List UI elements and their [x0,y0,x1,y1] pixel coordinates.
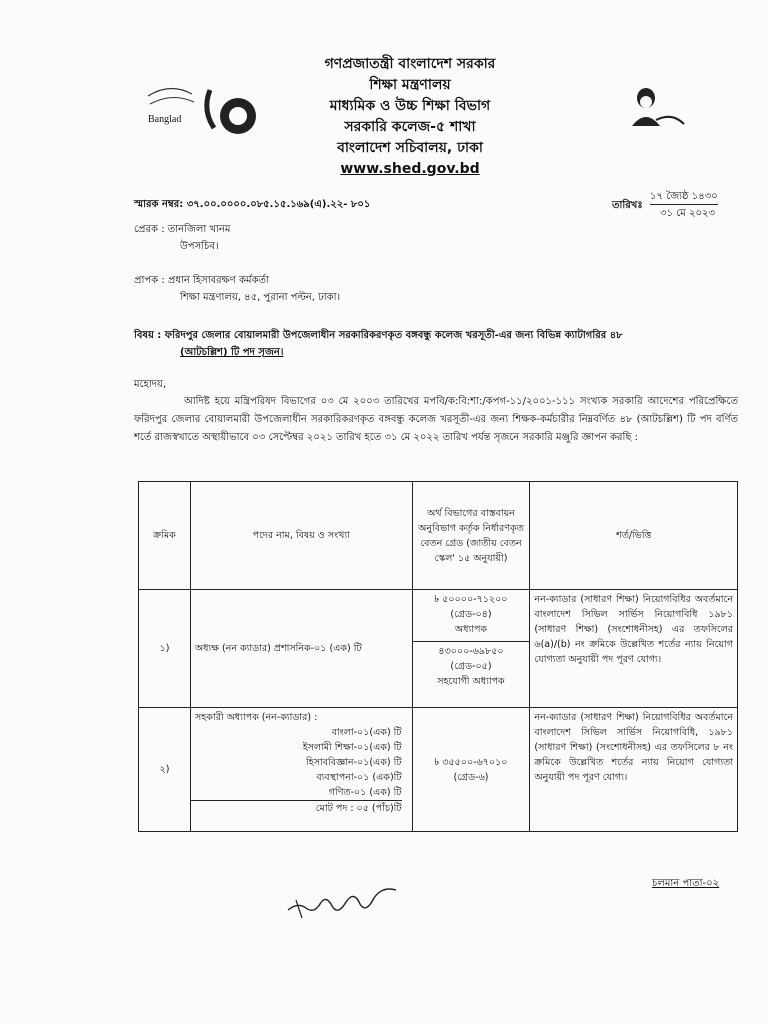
row1-grade [412,590,530,708]
logo-text: Banglad [148,114,182,125]
memo-number: স্মারক নম্বর: ৩৭.০০.০০০০.০৮৫.১৫.১৬৯(এ).২২- ৮০১ [134,199,371,210]
table-header-row [139,482,738,590]
sender-name: প্রেরক : তানজিলা খানম [134,224,231,235]
row1-condition: নন-ক্যাডার (সাধারণ শিক্ষা) নিয়োগবিধির অবর্তমানে বাংলাদেশ সিভিল সার্ভিস নিয়োগবিধি ১৯৮১ (সাধারণ শিক্ষা) (সংশোধনীসহ) এর তফসিলের ৬(a)/(b) নং ক্রমিকে উল্লেখিত শর্তের ন্যায় নিয়োগ যোগ্যতা অনুযায়ী পদ পূরণ যোগ্য। [530,590,738,708]
row2-subject-1: বাংলা-০১(এক) টি [331,727,402,738]
table-row [139,590,738,708]
row2-post [190,708,412,832]
header-line-section: সরকারি কলেজ-৫ শাখা [344,119,476,135]
date-label: তারিখঃ [612,200,643,211]
header-serial: ক্রমিক [139,482,191,590]
row2-grade-scale: ৳ ৩৫৫০০-৬৭০১০ [434,756,508,768]
signature [284,880,404,924]
row2-condition: নন-ক্যাডার (সাধারণ শিক্ষা) নিয়োগবিধির অবর্তমানে বাংলাদেশ সিভিল সার্ভিস নিয়োগবিধি, ১৯৮১ (সাধারণ শিক্ষা) (সংশোধনীসহ) এর তফসিলের ৮ নং ক্রমিকে উল্লেখিত শর্তের ন্যায় নিয়োগ যোগ্যতা অনুযায়ী পদ পূরণ যোগ্য। [530,708,738,832]
row1-grade-b-title: সহযোগী অধ্যাপক [437,676,505,687]
header-line-division: মাধ্যমিক ও উচ্চ শিক্ষা বিভাগ [329,98,491,114]
row2-post-title: সহকারী অধ্যাপক (নন-ক্যাডার) : [194,712,318,723]
header-line-address: বাংলাদেশ সচিবালয়, ঢাকা [337,140,483,156]
row1-grade-a-title: অধ্যাপক [454,624,488,635]
continuation-note: চলমান পাতা-০২ [652,878,720,889]
row1-grade-a-grade: (গ্রেড-০৪) [450,609,492,620]
row2-grade [412,708,530,832]
header-line-government: গণপ্রজাতন্ত্রী বাংলাদেশ সরকার [324,56,496,72]
row2-subject-5: গণিত-০১ (এক) টি [328,787,402,798]
row1-post: অধ্যক্ষ (নন ক্যাডার) প্রশাসনিক-০১ (এক) টি [190,590,412,708]
subject-line-2: (আটচল্লিশ) টি পদ সৃজন। [180,347,284,358]
row2-subject-2: ইসলামী শিক্ষা-০১(এক) টি [302,742,402,753]
posts-table [138,481,738,832]
subject-line-1: বিষয় : ফরিদপুর জেলার বোয়ালমারী উপজেলাধীন সরকারিকরণকৃত বঙ্গবন্ধু কলেজ খরসূতী-এর জন্য বিভিন্ন ক্যাটাগরির ৪৮ [134,330,623,341]
portrait-emblem-icon [626,84,686,132]
header-grade: অর্থ বিভাগের বাস্তবায়ন অনুবিভাগ কর্তৃক নির্ধারণকৃত বেতন গ্রেড (জাতীয় বেতন স্কেল' ১৫ অনুযায়ী) [412,482,530,590]
letterhead [230,54,590,180]
date-english: ৩১ মে ২০২৩ [660,208,715,219]
recipient-address: শিক্ষা মন্ত্রণালয়, ৪৫, পুরানা পল্টন, ঢাকা। [180,292,341,303]
header-post: পদের নাম, বিষয় ও সংখ্যা [190,482,412,590]
row2-serial: ২) [139,708,191,832]
website-link[interactable]: www.shed.gov.bd [340,161,480,177]
row1-grade-b-grade: (গ্রেড-০৫) [450,661,492,672]
row1-serial: ১) [139,590,191,708]
row1-grade-b-scale: ৪৩০০০-৬৯৮৫০ [438,646,504,657]
header-line-ministry: শিক্ষা মন্ত্রণালয় [369,77,451,93]
header-condition: শর্ত/ভিত্তি [530,482,738,590]
row1-grade-a-scale: ৳ ৫০০০০-৭১২০০ [434,594,508,605]
sender-designation: উপসচিব। [180,241,219,252]
row2-subject-3: হিসাববিজ্ঞান-০১(এক) টি [306,757,402,768]
table-row [139,708,738,832]
body-paragraph-text: আদিষ্ট হয়ে মন্ত্রিপরিষদ বিভাগের ০৩ মে ২০০৩ তারিখের মপবি/ক:বি:শা:/কপগ-১১/২০০১-১১১ সংখ্যক সরকারি আদেশের পরিপ্রেক্ষিতে ফরিদপুর জেলার বোয়ালমারী উপজেলাধীন সরকারিকরণকৃত বঙ্গবন্ধু কলেজ খরসূতী-এর জন্য শিক্ষক-কর্মচারীর নিম্নবর্ণিত ৪৮ (আটচল্লিশ) টি পদ বর্ণিত শর্তে রাজস্বখাতে অস্থায়ীভাবে ০৩ সেপ্টেম্বর ২০২১ তারিখ হতে ৩১ মে ২০২২ তারিখ পর্যন্ত সৃজনে সরকারি মঞ্জুরি জ্ঞাপন করছি : [134,396,738,443]
row2-subject-4: ব্যবস্থাপনা-০১ (এক)টি [316,772,402,783]
body-paragraph [134,393,738,447]
row2-total: মোট পদ : ০৫ (পাঁচ)টি [191,800,402,816]
date-bangla: ১৭ জ্যৈষ্ঠ ১৪৩০ [650,189,718,205]
salutation: মহোদয়, [134,379,167,390]
row2-grade-grade: (গ্রেড-৬) [453,771,489,783]
recipient-title: প্রাপক : প্রধান হিসাবরক্ষণ কর্মকর্তা [134,275,269,286]
signature-graphic [284,880,404,924]
row1-grade-b [413,641,530,689]
row2-subject-list [195,725,408,816]
